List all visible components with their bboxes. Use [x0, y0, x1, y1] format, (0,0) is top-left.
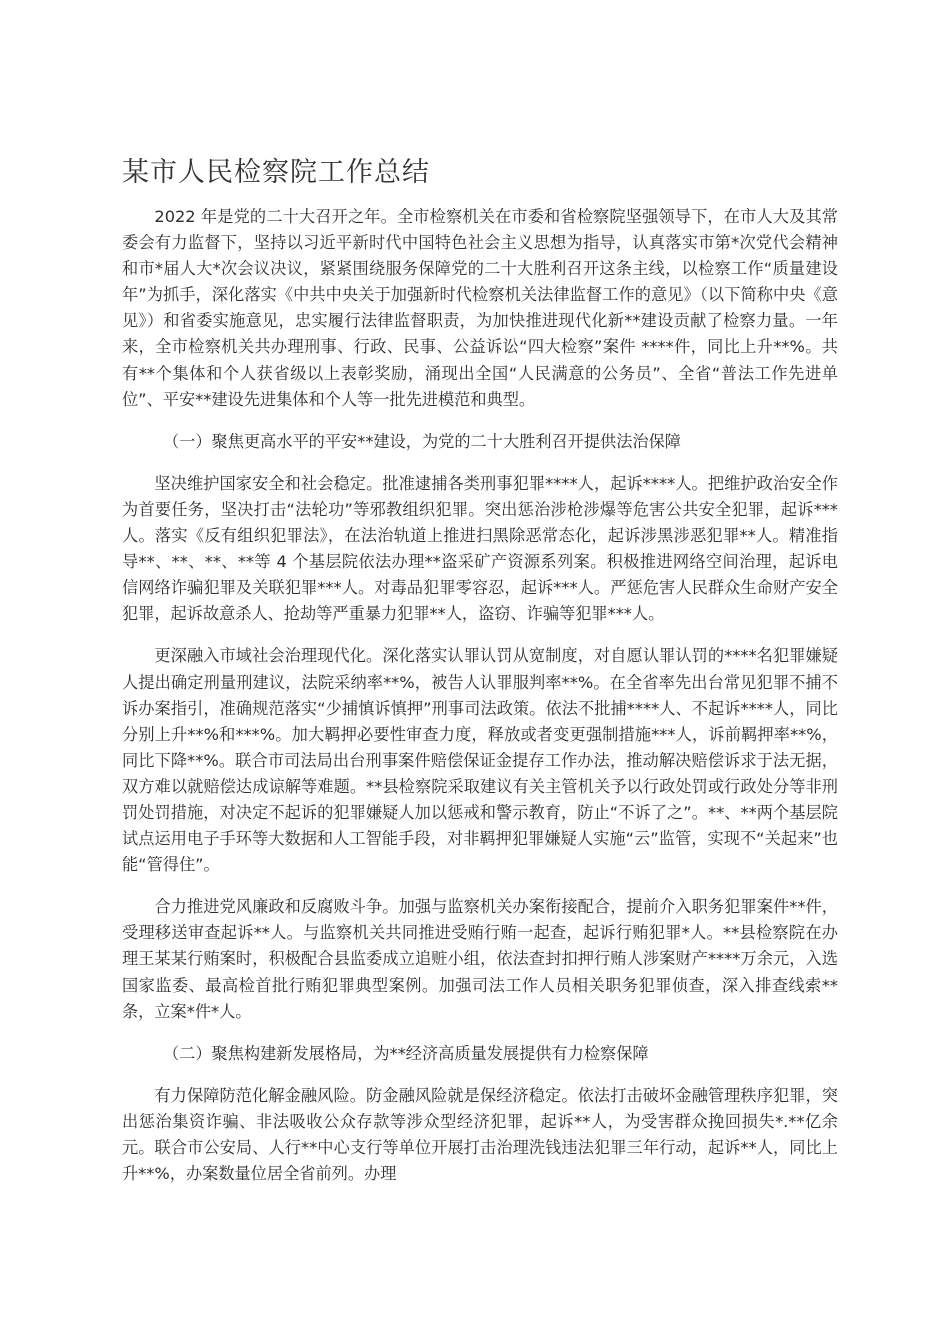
- section-1-paragraph-2: 更深融入市域社会治理现代化。深化落实认罪认罚从宽制度，对自愿认罪认罚的****名犯罪嫌疑人提出确定刑量刑建议，法院采纳率**%，被告人认罪服判率**%。在全省率先出台常见犯罪不捕不诉办案指引，准确规范落实“少捕慎诉慎押”刑事司法政策。依法不批捕****人、不起诉****人，同比分别上升**%和***%。加大羁押必要性审查力度，释放或者变更强制措施***人，诉前羁押率**%，同比下降**%。联合市司法局出台刑事案件赔偿保证金提存工作办法，推动解决赔偿诉求于法无据，双方难以就赔偿达成谅解等难题。**县检察院采取建议有关主管机关予以行政处罚或行政处分等非刑罚处罚措施，对决定不起诉的犯罪嫌疑人加以惩戒和警示教育，防止“不诉了之”。**、**两个基层院试点运用电子手环等大数据和人工智能手段，对非羁押犯罪嫌疑人实施“云”监管，实现不“关起来”也能“管得住”。: [122, 646, 838, 875]
- section-1-heading: （一）聚焦更高水平的平安**建设，为党的二十大胜利召开提供法治保障: [163, 431, 681, 451]
- section-1-paragraph-1: 坚决维护国家安全和社会稳定。批准逮捕各类刑事犯罪****人，起诉****人。把维护政治安全作为首要任务，坚决打击“法轮功”等邪教组织犯罪。突出惩治涉枪涉爆等危害公共安全犯罪，起诉***人。落实《反有组织犯罪法》，在法治轨道上推进扫黑除恶常态化，起诉涉黑涉恶犯罪**人。精准指导**、**、**、**等 4 个基层院依法办理**盗采矿产资源系列案。积极推进网络空间治理，起诉电信网络诈骗犯罪及关联犯罪***人。对毒品犯罪零容忍，起诉***人。严惩危害人民群众生命财产安全犯罪，起诉故意杀人、抢劫等严重暴力犯罪**人，盗窃、诈骗等犯罪***人。: [122, 473, 838, 624]
- intro-paragraph: 2022 年是党的二十大召开之年。全市检察机关在市委和省检察院坚强领导下，在市人大及其常委会有力监督下，坚持以习近平新时代中国特色社会主义思想为指导，认真落实市第*次党代会精神和市*届人大*次会议决议，紧紧围绕服务保障党的二十大胜利召开这条主线，以检察工作“质量建设年”为抓手，深化落实《中共中央关于加强新时代检察机关法律监督工作的意见》（以下简称中央《意见》）和省委实施意见，忠实履行法律监督职责，为加快推进现代化新**建设贡献了检察力量。一年来，全市检察机关共办理刑事、行政、民事、公益诉讼“四大检察”案件 ****件，同比上升**%。共有**个集体和个人获省级以上表彰奖励，涌现出全国“人民满意的公务员”、全省“普法工作先进单位”、平安**建设先进集体和个人等一批先进模范和典型。: [122, 207, 838, 409]
- section-1-paragraph-3: 合力推进党风廉政和反腐败斗争。加强与监察机关办案衔接配合，提前介入职务犯罪案件**件，受理移送审查起诉**人。与监察机关共同推进受贿行贿一起查，起诉行贿犯罪*人。**县检察院在办理王某某行贿案时，积极配合县监委成立追赃小组，依法查封扣押行贿人涉案财产****万余元，入选国家监委、最高检首批行贿犯罪典型案例。加强司法工作人员相关职务犯罪侦查，深入排查线索**条，立案*件*人。: [122, 897, 838, 1021]
- document-body: [122, 204, 838, 1187]
- document-title: 某市人民检察院工作总结: [122, 157, 430, 188]
- section-2-heading: （二）聚焦构建新发展格局，为**经济高质量发展提供有力检察保障: [163, 1043, 649, 1063]
- section-2-paragraph-1: 有力保障防范化解金融风险。防金融风险就是保经济稳定。依法打击破坏金融管理秩序犯罪，突出惩治集资诈骗、非法吸收公众存款等涉众型经济犯罪，起诉**人，为受害群众挽回损失*.**亿余元。联合市公安局、人行**中心支行等单位开展打击治理洗钱违法犯罪三年行动，起诉**人，同比上升**%，办案数量位居全省前列。办理: [122, 1085, 838, 1184]
